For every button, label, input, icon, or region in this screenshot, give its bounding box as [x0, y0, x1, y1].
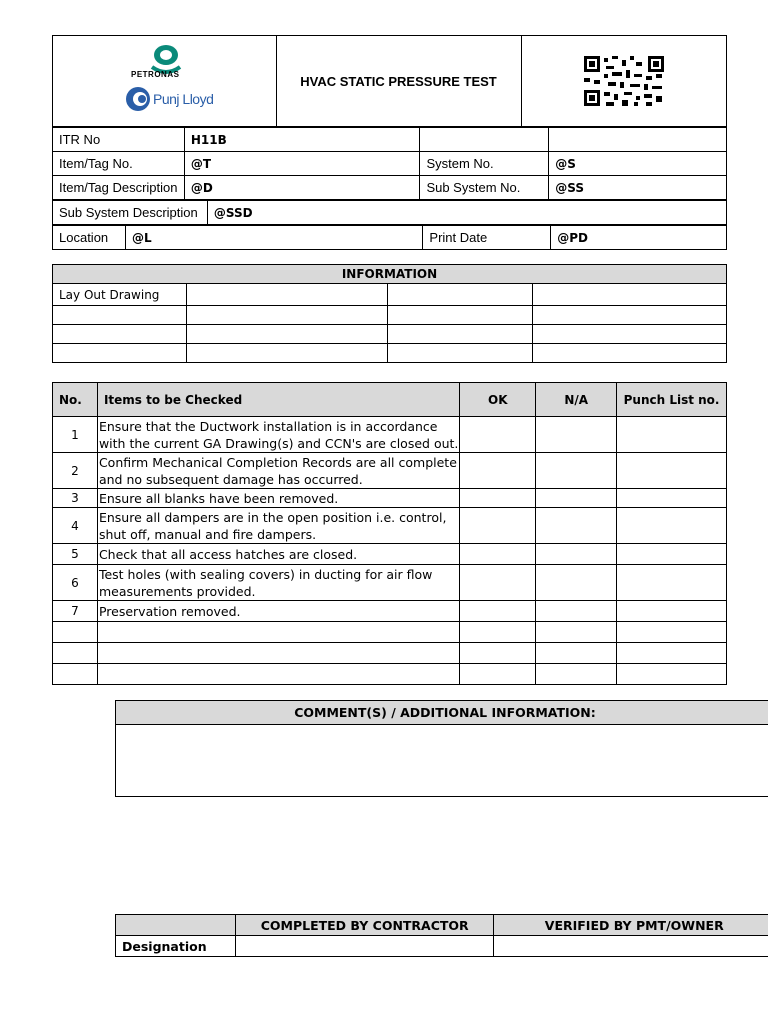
- blank-cell: [420, 128, 549, 152]
- punch-cell[interactable]: [617, 489, 727, 508]
- info-row-desc: [53, 176, 727, 200]
- col-na: N/A: [536, 383, 617, 417]
- table-row: [53, 622, 727, 643]
- info-cell[interactable]: [387, 325, 533, 344]
- ok-cell[interactable]: [460, 601, 536, 622]
- information-title: INFORMATION: [53, 265, 727, 284]
- info-cell[interactable]: [53, 325, 187, 344]
- info-cell[interactable]: [387, 306, 533, 325]
- row-text: Confirm Mechanical Completion Records are all complete and no subsequent damage has occurred.: [97, 453, 459, 489]
- system-value[interactable]: @S: [549, 152, 727, 176]
- blank-cell: [549, 128, 727, 152]
- punj-lloyd-logo-icon: [125, 86, 151, 112]
- punch-cell[interactable]: [617, 508, 727, 544]
- ok-cell[interactable]: [460, 453, 536, 489]
- info-cell[interactable]: [533, 344, 727, 363]
- row-no: 7: [53, 601, 98, 622]
- ok-cell[interactable]: [460, 544, 536, 565]
- row-no: 6: [53, 565, 98, 601]
- ok-cell[interactable]: [460, 565, 536, 601]
- col-items: Items to be Checked: [97, 383, 459, 417]
- row-text: Ensure all blanks have been removed.: [97, 489, 459, 508]
- row-no: 5: [53, 544, 98, 565]
- checklist-header: [53, 383, 727, 417]
- subsystem-desc-value[interactable]: @SSD: [207, 201, 726, 225]
- table-row: [53, 601, 727, 622]
- contractor-designation-field[interactable]: [235, 936, 494, 957]
- document-title: HVAC STATIC PRESSURE TEST: [276, 36, 522, 126]
- checklist-table: [52, 382, 727, 685]
- item-tag-value[interactable]: @T: [184, 152, 420, 176]
- item-desc-value[interactable]: @D: [184, 176, 420, 200]
- itr-value[interactable]: H11B: [184, 128, 420, 152]
- row-no: 2: [53, 453, 98, 489]
- table-row: [53, 643, 727, 664]
- owner-designation-field[interactable]: [494, 936, 768, 957]
- info-cell[interactable]: [186, 284, 387, 306]
- col-no: No.: [53, 383, 98, 417]
- row-no: 3: [53, 489, 98, 508]
- location-label: Location: [53, 226, 126, 250]
- empty-cell[interactable]: [53, 622, 98, 643]
- comments-table: [115, 700, 768, 797]
- qr-code: [522, 36, 726, 126]
- punch-cell[interactable]: [617, 544, 727, 565]
- print-date-label: Print Date: [423, 226, 551, 250]
- empty-cell[interactable]: [97, 643, 459, 664]
- table-row: [53, 544, 727, 565]
- row-no: 1: [53, 417, 98, 453]
- info-cell[interactable]: [186, 306, 387, 325]
- info-cell[interactable]: [387, 284, 533, 306]
- info-cell[interactable]: [387, 344, 533, 363]
- row-text: Preservation removed.: [97, 601, 459, 622]
- completed-by-header: COMPLETED BY CONTRACTOR: [235, 915, 494, 936]
- empty-cell[interactable]: [617, 643, 727, 664]
- na-cell[interactable]: [536, 544, 617, 565]
- layout-drawing-label: Lay Out Drawing: [53, 284, 187, 306]
- empty-cell[interactable]: [53, 664, 98, 685]
- empty-cell[interactable]: [97, 664, 459, 685]
- row-text: Ensure all dampers are in the open position i.e. control, shut off, manual and fire dampers.: [97, 508, 459, 544]
- info-cell[interactable]: [533, 325, 727, 344]
- empty-cell[interactable]: [617, 664, 727, 685]
- item-desc-label: Item/Tag Description: [53, 176, 185, 200]
- info-row-itr: [53, 128, 727, 152]
- designation-label: Designation: [116, 936, 236, 957]
- table-row: [53, 664, 727, 685]
- logo-area: [53, 36, 277, 126]
- ok-cell[interactable]: [460, 417, 536, 453]
- item-tag-label: Item/Tag No.: [53, 152, 185, 176]
- na-cell[interactable]: [536, 508, 617, 544]
- empty-cell[interactable]: [460, 664, 536, 685]
- empty-cell[interactable]: [536, 643, 617, 664]
- information-table: [52, 264, 727, 363]
- signoff-corner: [116, 915, 236, 936]
- empty-cell[interactable]: [460, 643, 536, 664]
- system-label: System No.: [420, 152, 549, 176]
- info-cell[interactable]: [186, 344, 387, 363]
- table-row: [53, 508, 727, 544]
- info-grid-1: [52, 127, 727, 200]
- na-cell[interactable]: [536, 489, 617, 508]
- empty-cell[interactable]: [536, 664, 617, 685]
- punch-cell[interactable]: [617, 417, 727, 453]
- punch-cell[interactable]: [617, 453, 727, 489]
- document-header: [52, 35, 727, 127]
- comments-title: COMMENT(S) / ADDITIONAL INFORMATION:: [116, 701, 768, 725]
- subsystem-label: Sub System No.: [420, 176, 549, 200]
- info-cell[interactable]: [533, 306, 727, 325]
- info-cell[interactable]: [53, 306, 187, 325]
- ok-cell[interactable]: [460, 489, 536, 508]
- info-cell[interactable]: [53, 344, 187, 363]
- punch-cell[interactable]: [617, 601, 727, 622]
- col-ok: OK: [460, 383, 536, 417]
- verified-by-header: VERIFIED BY PMT/OWNER: [494, 915, 768, 936]
- table-row: [53, 453, 727, 489]
- location-value[interactable]: @L: [125, 226, 422, 250]
- empty-cell[interactable]: [97, 622, 459, 643]
- row-text: Test holes (with sealing covers) in ducting for air flow measurements provided.: [97, 565, 459, 601]
- subsystem-desc-label: Sub System Description: [53, 201, 208, 225]
- petronas-logo-text: PETRONAS: [131, 70, 180, 79]
- na-cell[interactable]: [536, 453, 617, 489]
- table-row: [53, 417, 727, 453]
- empty-cell[interactable]: [617, 622, 727, 643]
- empty-cell[interactable]: [460, 622, 536, 643]
- na-cell[interactable]: [536, 565, 617, 601]
- empty-cell[interactable]: [53, 643, 98, 664]
- info-grid-3: [52, 225, 727, 250]
- qr-code-icon: [584, 56, 664, 106]
- table-row: [53, 489, 727, 508]
- na-cell[interactable]: [536, 417, 617, 453]
- signoff-table: [115, 914, 768, 957]
- info-cell[interactable]: [533, 284, 727, 306]
- info-row-tag: [53, 152, 727, 176]
- print-date-value[interactable]: @PD: [551, 226, 727, 250]
- row-text: Ensure that the Ductwork installation is in accordance with the current GA Drawing(s) and CCN's are closed out.: [98, 418, 459, 451]
- punj-lloyd-logo-text: Punj Lloyd: [153, 91, 214, 107]
- punch-cell[interactable]: [617, 565, 727, 601]
- table-row: [53, 565, 727, 601]
- info-grid-2: [52, 200, 727, 225]
- itr-label: ITR No: [53, 128, 185, 152]
- row-no: 4: [53, 508, 98, 544]
- ok-cell[interactable]: [460, 508, 536, 544]
- subsystem-value[interactable]: @SS: [549, 176, 727, 200]
- empty-cell[interactable]: [536, 622, 617, 643]
- comments-area[interactable]: [116, 725, 768, 797]
- col-punch: Punch List no.: [617, 383, 727, 417]
- row-text: Check that all access hatches are closed.: [97, 544, 459, 565]
- na-cell[interactable]: [536, 601, 617, 622]
- info-cell[interactable]: [186, 325, 387, 344]
